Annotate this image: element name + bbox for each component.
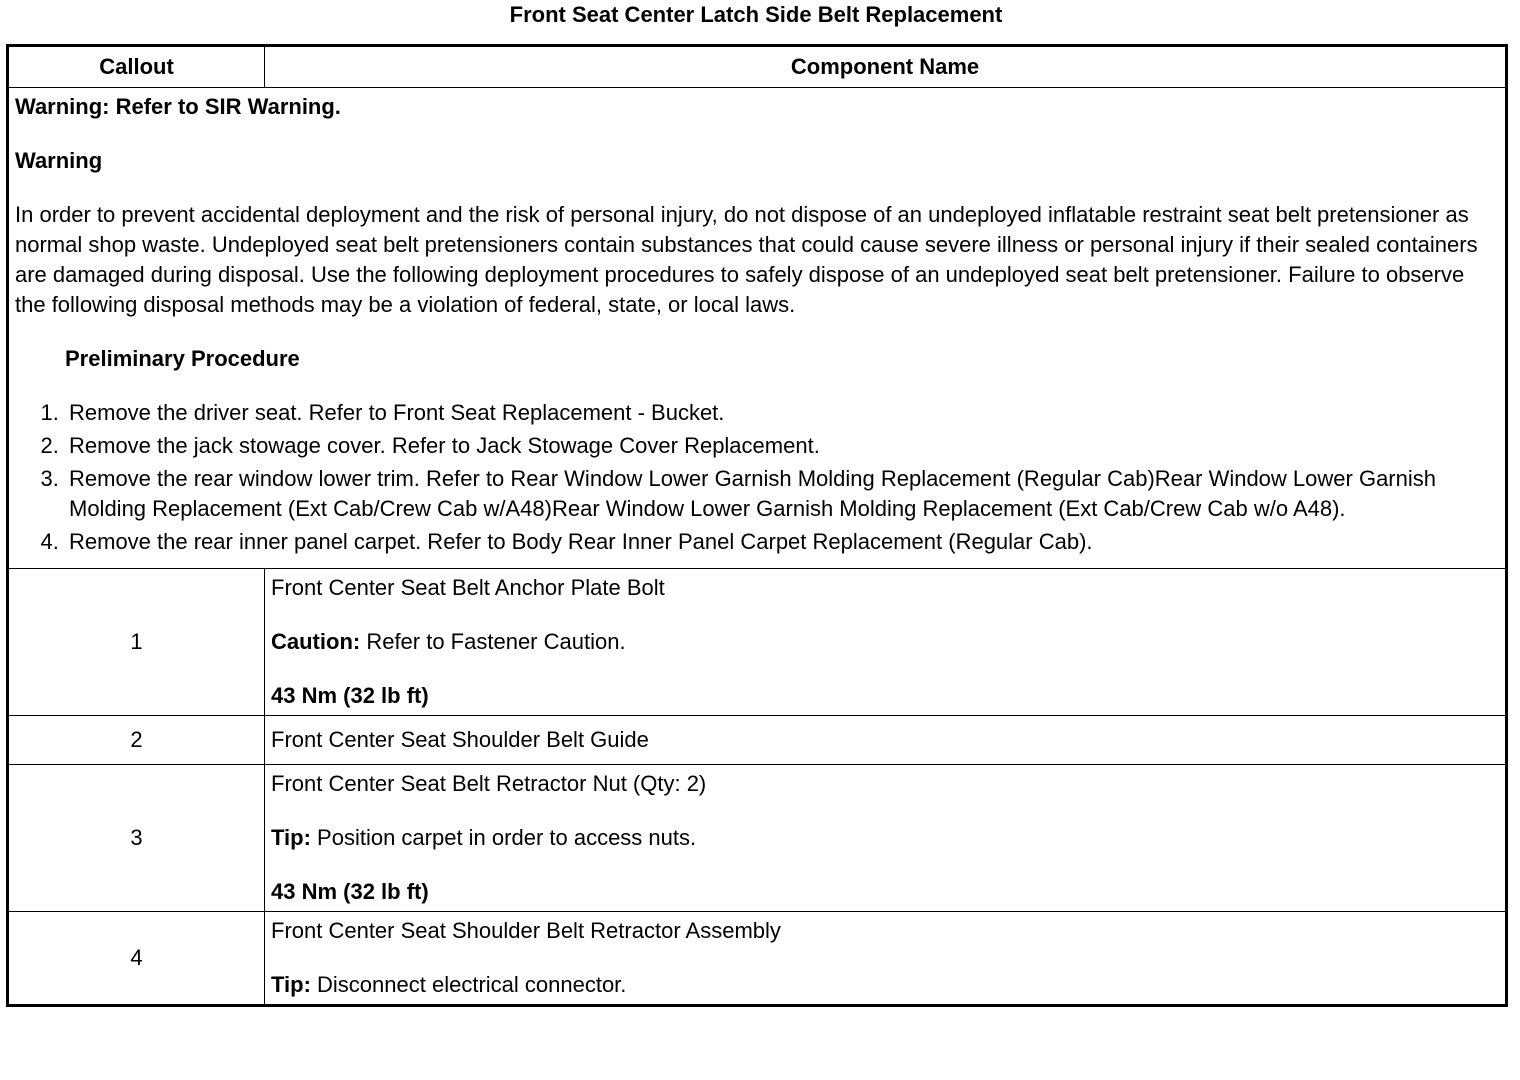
component-cell: [265, 912, 1507, 1006]
table-header-row: [8, 46, 1507, 88]
note-text: Refer to Fastener Caution.: [360, 629, 626, 654]
component-note: [271, 823, 1499, 853]
note-label: Tip:: [271, 825, 311, 850]
torque-spec: 43 Nm (32 lb ft): [271, 683, 429, 708]
table-row: [8, 912, 1507, 1006]
warning-heading: Warning: [15, 148, 103, 173]
component-cell: [265, 765, 1507, 912]
callout-number: 2: [8, 716, 265, 765]
table-row: [8, 765, 1507, 912]
warning-cell: [8, 88, 1507, 569]
component-table: [6, 44, 1508, 1007]
table-row: [8, 569, 1507, 716]
callout-number: 1: [8, 569, 265, 716]
component-name: Front Center Seat Belt Retractor Nut (Qty: 2): [271, 771, 707, 796]
step-item: 3. Remove the rear window lower trim. Refer to Rear Window Lower Garnish Molding Replacement (Regular Cab)Rear Window Lower Garnish Molding Replacement (Ext Cab/Crew Cab w/A48)Rear Window Lower Garnish Molding Replacement (Ext Cab/Crew Cab w/o A48).: [65, 464, 1499, 524]
table-row: [8, 716, 1507, 765]
callout-number: 4: [8, 912, 265, 1006]
warning-body: In order to prevent accidental deployment and the risk of personal injury, do not dispose of an undeployed inflatable restraint seat belt pretensioner as normal shop waste. Undeployed seat belt pretensioners contain substances that could cause severe illness or personal injury if their sealed containers are damaged during disposal. Use the following deployment procedures to safely dispose of an undeployed seat belt pretensioner. Failure to observe the following disposal methods may be a violation of federal, state, or local laws.: [15, 202, 1478, 317]
note-text: Disconnect electrical connector.: [310, 972, 627, 997]
warning-row: [8, 88, 1507, 569]
component-note: [271, 970, 1499, 1000]
component-name: Front Center Seat Belt Anchor Plate Bolt: [271, 575, 665, 600]
preliminary-heading: Preliminary Procedure: [65, 346, 300, 371]
step-item: 4. Remove the rear inner panel carpet. Refer to Body Rear Inner Panel Carpet Replacement (Regular Cab).: [65, 527, 1499, 557]
preliminary-steps: [15, 398, 1499, 557]
torque-spec: 43 Nm (32 lb ft): [271, 879, 429, 904]
note-label: Caution:: [271, 629, 361, 654]
note-label: Tip:: [271, 972, 311, 997]
component-note: [271, 627, 1499, 657]
header-callout: Callout: [8, 46, 265, 88]
sir-warning-line: Warning: Refer to SIR Warning.: [15, 94, 341, 119]
component-name: Front Center Seat Shoulder Belt Guide: [271, 727, 649, 752]
header-component-name: Component Name: [265, 46, 1507, 88]
note-text: Position carpet in order to access nuts.: [310, 825, 697, 850]
component-cell: [265, 569, 1507, 716]
page-title: Front Seat Center Latch Side Belt Replacement: [509, 2, 1003, 27]
component-name: Front Center Seat Shoulder Belt Retractor Assembly: [271, 918, 781, 943]
callout-number: 3: [8, 765, 265, 912]
step-item: 2. Remove the jack stowage cover. Refer to Jack Stowage Cover Replacement.: [65, 431, 1499, 461]
step-item: 1. Remove the driver seat. Refer to Front Seat Replacement - Bucket.: [65, 398, 1499, 428]
component-cell: [265, 716, 1507, 765]
